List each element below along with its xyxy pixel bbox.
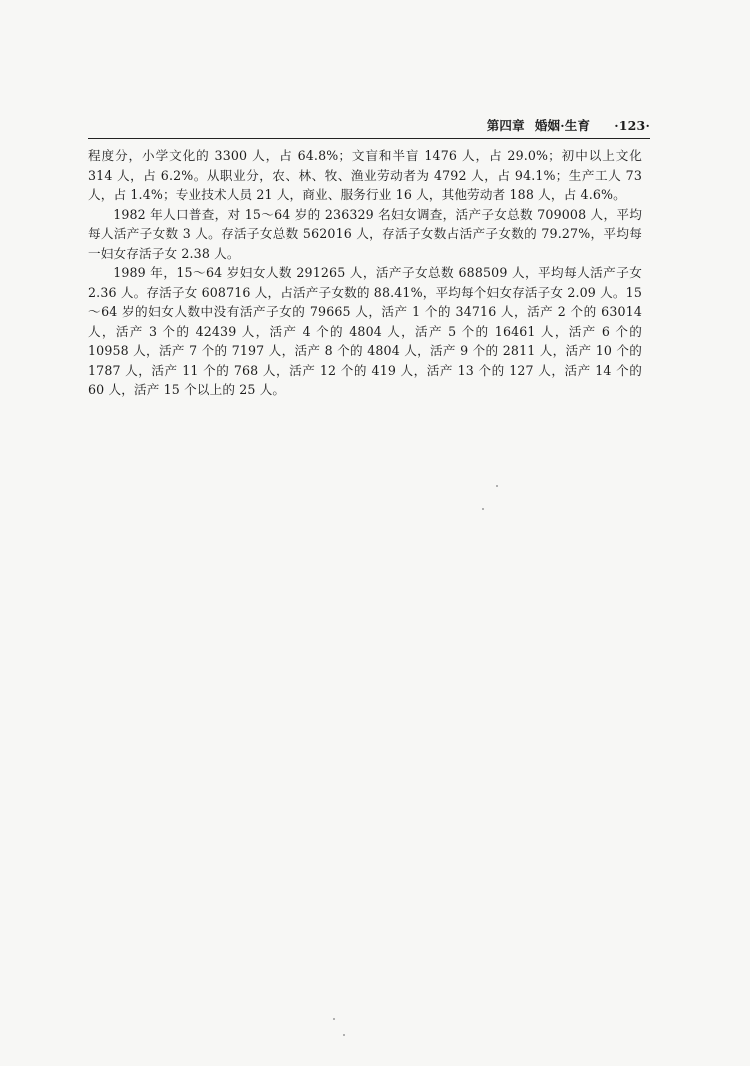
scan-speck xyxy=(496,485,498,487)
scan-speck xyxy=(482,508,484,510)
paragraph-education-occupation: 程度分，小学文化的 3300 人，占 64.8%；文盲和半盲 1476 人，占 29.0%；初中以上文化 314 人，占 6.2%。从职业分，农、林、牧、渔业劳动者为 4792 人，占 94.1%；生产工人 73 人，占 1.4%；专业技术人员 21 人，商业、服务行业 16 人，其他劳动者 188 人，占 4.6%。 xyxy=(88,148,642,202)
running-header xyxy=(88,114,650,136)
chapter-number: 第四章 xyxy=(486,118,525,133)
paragraph-census-1982: 1982 年人口普查，对 15～64 岁的 236329 名妇女调查，活产子女总数 709008 人，平均每人活产子女数 3 人。存活子女总数 562016 人，存活子女数占活产子女数的 79.27%，平均每一妇女存活子女 2.38 人。 xyxy=(88,206,642,261)
header-rule xyxy=(88,138,650,139)
scan-speck xyxy=(333,1018,335,1020)
paragraph-survey-1989: 1989 年，15～64 岁妇女人数 291265 人，活产子女总数 688509 人，平均每人活产子女2.36 人。存活子女 608716 人，占活产子女数的 88.41%，平均每个妇女存活子女 2.09 人。15～64 岁的妇女人数中没有活产子女的 79665 人，活产 1 个的 34716 人，活产 2 个的 63014 人，活产 3 个的 42439 人，活产 4 个的 4804 人，活产 5 个的 16461 人，活产 6 个的 10958 人，活产 7 个的 7197 人，活产 8 个的 4804 人，活产 9 个的 2811 人，活产 10 个的 1787 人，活产 11 个的 768 人，活产 12 个的 419 人，活产 13 个的 127 人，活产 14 个的 60 人，活产 15 个以上的 25 人。 xyxy=(88,265,642,397)
body-text xyxy=(88,146,642,400)
scan-speck xyxy=(343,1034,345,1036)
chapter-heading xyxy=(487,116,590,134)
chapter-title: 婚姻·生育 xyxy=(534,118,591,133)
page-number: ·123· xyxy=(614,117,650,133)
